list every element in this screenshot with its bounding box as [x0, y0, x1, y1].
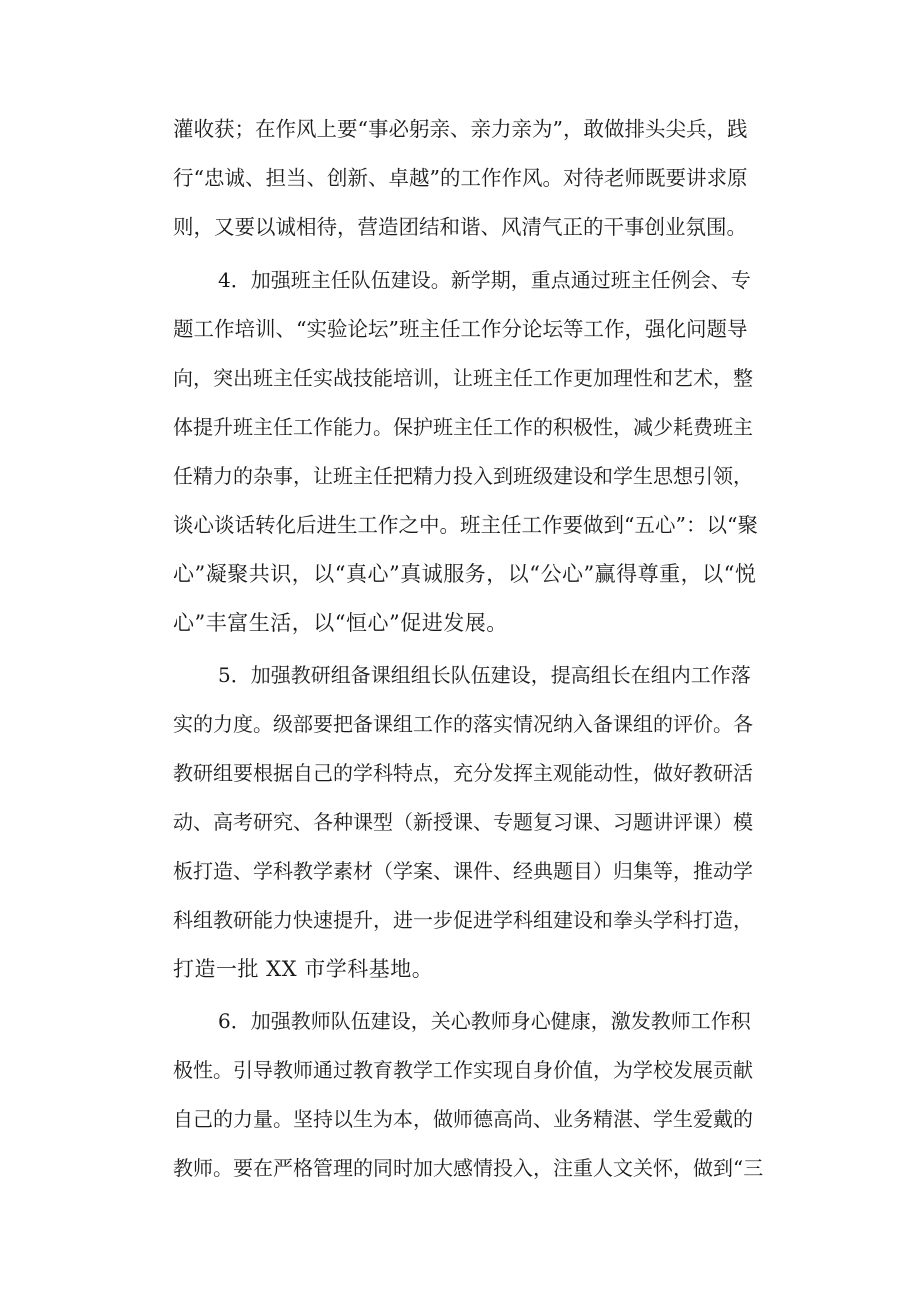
text-line: 自己的力量。坚持以生为本，做师德高尚、业务精湛、学生爱戴的: [173, 1107, 753, 1131]
text-line: 板打造、学科教学素材（学案、课件、经典题目）归集等，推动学: [173, 859, 753, 883]
paragraph-4-first-line: 4．加强班主任队伍建设。新学期，重点通过班主任例会、专: [218, 268, 751, 292]
paragraph-5-first-line: 5．加强教研组备课组组长队伍建设，提高组长在组内工作落: [218, 663, 751, 687]
text-line: 题工作培训、“实验论坛”班主任工作分论坛等工作，强化问题导: [173, 317, 748, 341]
text-line: 教研组要根据自己的学科特点，充分发挥主观能动性，做好教研活: [173, 761, 753, 785]
paragraph-6-first-line: 6．加强教师队伍建设，关心教师身心健康，激发教师工作积: [218, 1009, 751, 1033]
text-line: 行“忠诚、担当、创新、卓越”的工作作风。对待老师既要讲求原: [173, 166, 748, 190]
text-line: 体提升班主任工作能力。保护班主任工作的积极性，减少耗费班主: [173, 415, 753, 439]
text-line: 灌收获；在作风上要“事必躬亲、亲力亲为”，敢做排头尖兵，践: [173, 117, 748, 141]
text-line: 谈心谈话转化后进生工作之中。班主任工作要做到“五心”：以“聚: [173, 513, 758, 537]
text-line: 则，又要以诚相待，营造团结和谐、风清气正的干事创业氛围。: [173, 215, 747, 239]
text-line: 科组教研能力快速提升，进一步促进学科组建设和拳头学科打造，: [173, 908, 753, 932]
text-line: 心”丰富生活，以“恒心”促进发展。: [173, 611, 508, 635]
text-line: 实的力度。级部要把备课组工作的落实情况纳入备课组的评价。各: [173, 712, 753, 736]
text-line: 心”凝聚共识，以“真心”真诚服务，以“公心”赢得尊重，以“悦: [173, 562, 757, 586]
text-line: 动、高考研究、各种课型（新授课、专题复习课、习题讲评课）模: [173, 810, 753, 834]
text-line: 极性。引导教师通过教育教学工作实现自身价值，为学校发展贡献: [173, 1058, 753, 1082]
text-line: 教师。要在严格管理的同时加大感情投入，注重人文关怀，做到“三: [173, 1156, 763, 1180]
text-line: 打造一批 XX 市学科基地。: [173, 957, 434, 981]
text-line: 任精力的杂事，让班主任把精力投入到班级建设和学生思想引领，: [173, 464, 753, 488]
text-line: 向，突出班主任实战技能培训，让班主任工作更加理性和艺术，整: [173, 366, 753, 390]
